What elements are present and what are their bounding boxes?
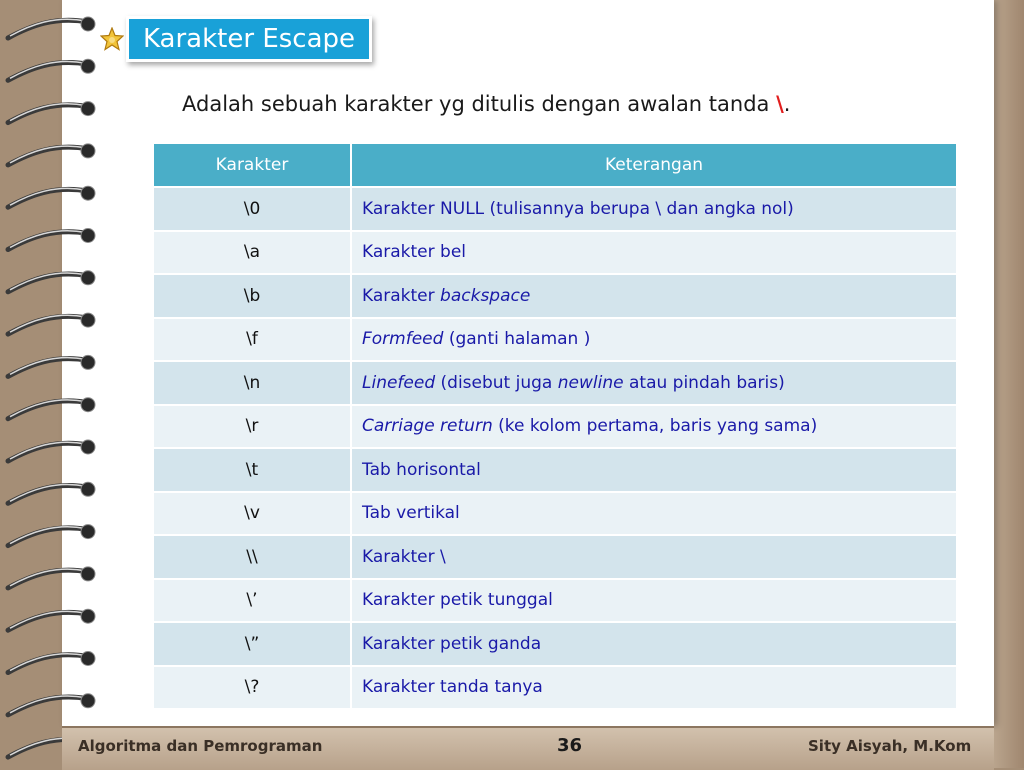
table-row <box>154 579 956 623</box>
table-row <box>154 492 956 536</box>
binding-ring <box>8 20 88 38</box>
description-text: Karakter bel <box>362 242 467 263</box>
description-cell <box>351 666 956 709</box>
binding-ring <box>8 63 88 81</box>
description-text: atau pindah baris) <box>623 372 785 393</box>
binding-ring <box>8 612 88 630</box>
escape-character-cell: \n <box>154 361 351 405</box>
description-cell <box>351 405 956 449</box>
binding-hole <box>81 440 95 454</box>
description-italic-term: Formfeed <box>362 329 444 350</box>
page-edge-strip <box>994 0 1024 768</box>
binding-hole <box>81 186 95 200</box>
spiral-binding-icon <box>0 0 100 768</box>
table-header-row <box>154 144 956 187</box>
description-cell <box>351 231 956 275</box>
binding-hole <box>81 355 95 369</box>
table-row <box>154 231 956 275</box>
binding-ring <box>8 232 88 250</box>
escape-character-cell: \? <box>154 666 351 709</box>
binding-ring <box>8 655 88 673</box>
binding-hole <box>81 525 95 539</box>
binding-hole <box>81 271 95 285</box>
binding-ring <box>8 189 88 207</box>
subtitle-period: . <box>783 92 791 116</box>
slide-subtitle <box>182 92 790 116</box>
escape-character-cell: \f <box>154 318 351 362</box>
description-italic-term: Carriage return <box>362 416 493 437</box>
binding-hole <box>81 567 95 581</box>
description-text: Karakter <box>362 285 441 306</box>
description-text: Karakter \ <box>362 546 446 567</box>
binding-hole <box>81 694 95 708</box>
binding-ring <box>8 401 88 419</box>
binding-hole <box>81 652 95 666</box>
header-karakter: Karakter <box>154 144 351 187</box>
description-cell <box>351 579 956 623</box>
binding-ring <box>8 105 88 123</box>
subtitle-text: Adalah sebuah karakter yg ditulis dengan awalan tanda <box>182 92 777 116</box>
binding-ring <box>8 697 88 715</box>
description-text: (ganti halaman ) <box>443 329 591 350</box>
description-cell <box>351 274 956 318</box>
table-row <box>154 187 956 231</box>
binding-hole <box>81 144 95 158</box>
table-body <box>154 187 956 708</box>
binding-ring <box>8 359 88 377</box>
binding-ring <box>8 486 88 504</box>
escape-table <box>154 144 956 708</box>
escape-character-cell: \’ <box>154 579 351 623</box>
description-italic-term: Linefeed <box>362 372 436 393</box>
binding-ring <box>8 570 88 588</box>
description-cell <box>351 622 956 666</box>
description-cell <box>351 361 956 405</box>
table-row <box>154 361 956 405</box>
page-number: 36 <box>557 735 583 756</box>
description-text: Tab vertikal <box>362 503 460 524</box>
footer-author: Sity Aisyah, M.Kom <box>808 737 972 755</box>
description-text: Tab horisontal <box>362 459 481 480</box>
binding-ring <box>8 316 88 334</box>
escape-character-cell: \a <box>154 231 351 275</box>
description-text: (ke kolom pertama, baris yang sama) <box>492 416 818 437</box>
description-cell <box>351 535 956 579</box>
binding-ring <box>8 443 88 461</box>
binding-hole <box>81 102 95 116</box>
description-text: Karakter petik tunggal <box>362 590 553 611</box>
binding-hole <box>81 398 95 412</box>
binding-hole <box>81 59 95 73</box>
escape-character-cell: \\ <box>154 535 351 579</box>
description-cell <box>351 448 956 492</box>
description-italic-term: backspace <box>440 285 531 306</box>
slide-title: Karakter Escape <box>126 16 372 62</box>
binding-hole <box>81 313 95 327</box>
description-text: Karakter NULL (tulisannya berupa \ dan angka nol) <box>362 198 794 219</box>
description-text: Karakter petik ganda <box>362 633 542 654</box>
footer-course: Algoritma dan Pemrograman <box>78 737 323 755</box>
binding-hole <box>81 609 95 623</box>
escape-character-cell: \” <box>154 622 351 666</box>
description-cell <box>351 318 956 362</box>
description-cell <box>351 492 956 536</box>
binding-hole <box>81 229 95 243</box>
table-row <box>154 622 956 666</box>
table-row <box>154 405 956 449</box>
table-row <box>154 666 956 709</box>
escape-character-cell: \t <box>154 448 351 492</box>
description-text: (disebut juga <box>435 372 558 393</box>
escape-character-cell: \v <box>154 492 351 536</box>
table-row <box>154 274 956 318</box>
header-keterangan: Keterangan <box>351 144 956 187</box>
binding-ring <box>8 147 88 165</box>
star-icon <box>100 27 124 51</box>
description-italic-term: newline <box>557 372 624 393</box>
table-row <box>154 318 956 362</box>
binding-hole <box>81 482 95 496</box>
binding-ring <box>8 528 88 546</box>
backslash-symbol: \ <box>776 92 784 116</box>
binding-ring <box>8 274 88 292</box>
escape-character-cell: \b <box>154 274 351 318</box>
escape-character-cell: \0 <box>154 187 351 231</box>
description-cell <box>351 187 956 231</box>
escape-character-cell: \r <box>154 405 351 449</box>
table-row <box>154 448 956 492</box>
description-text: Karakter tanda tanya <box>362 677 543 698</box>
table-row <box>154 535 956 579</box>
binding-hole <box>81 17 95 31</box>
